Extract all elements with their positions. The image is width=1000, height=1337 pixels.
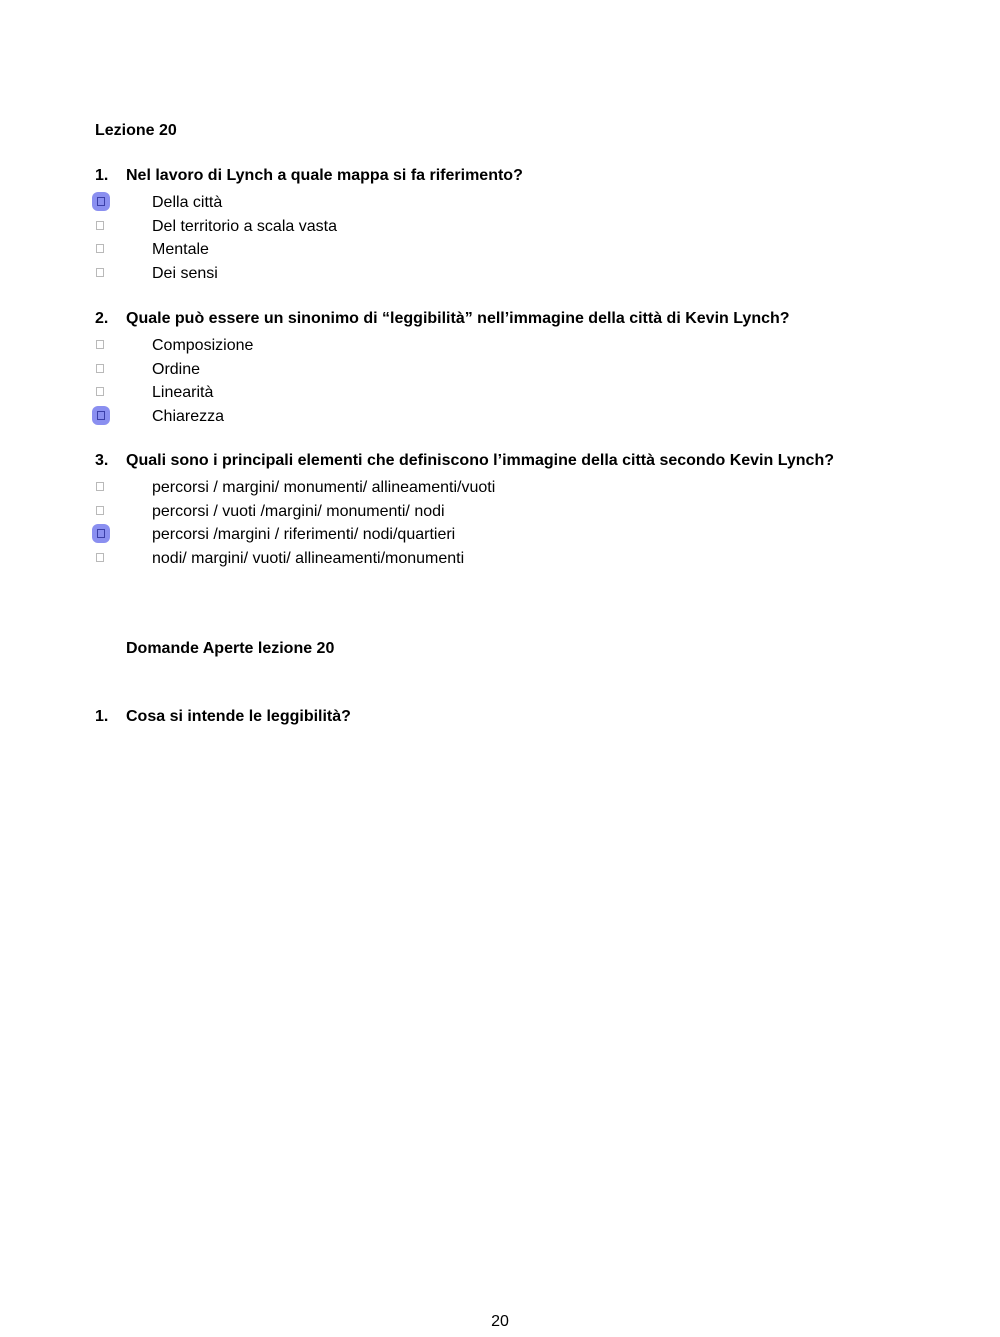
checkbox-icon[interactable] (96, 244, 104, 253)
answer-label: Chiarezza (152, 407, 225, 425)
answer-option[interactable] (95, 476, 975, 500)
answer-option[interactable] (95, 215, 975, 239)
checkbox-checked-icon[interactable] (92, 192, 110, 211)
checkbox-checked-icon[interactable] (92, 406, 110, 425)
question-header (95, 450, 975, 472)
answer-options (95, 191, 975, 285)
page-number: 20 (491, 1313, 509, 1330)
question-header (95, 165, 975, 187)
answer-option[interactable] (95, 405, 975, 429)
lesson-title: Lezione 20 (95, 122, 177, 139)
answer-label: Della città (152, 194, 223, 211)
checkbox-icon[interactable] (96, 553, 104, 562)
question-header (95, 308, 975, 330)
answer-option[interactable] (95, 334, 975, 358)
question-text: Quali sono i principali elementi che definiscono l’immagine della città secondo Kevin Lynch? (126, 452, 834, 469)
answer-option[interactable] (95, 523, 975, 547)
answer-option[interactable] (95, 191, 975, 215)
answer-option[interactable] (95, 547, 975, 571)
answer-label: percorsi / margini/ monumenti/ allineamenti/vuoti (152, 479, 496, 496)
question-text: Quale può essere un sinonimo di “leggibilità” nell’immagine della città di Kevin Lynch? (126, 310, 790, 327)
answer-label: nodi/ margini/ vuoti/ allineamenti/monumenti (152, 549, 465, 567)
answer-label: Del territorio a scala vasta (152, 217, 337, 235)
question-header (95, 706, 975, 728)
checkbox-icon[interactable] (96, 506, 104, 515)
open-question-1 (95, 706, 975, 728)
checkbox-icon[interactable] (96, 268, 104, 277)
answer-option[interactable] (95, 358, 975, 382)
answer-label: percorsi /margini / riferimenti/ nodi/quartieri (152, 526, 456, 543)
checkbox-icon[interactable] (96, 482, 104, 491)
checkbox-icon[interactable] (96, 387, 104, 396)
question-1 (95, 165, 975, 285)
question-number: 1. (95, 708, 109, 725)
answer-option[interactable] (95, 381, 975, 405)
answer-label: percorsi / vuoti /margini/ monumenti/ nodi (152, 502, 445, 520)
answer-label: Mentale (152, 241, 209, 258)
question-text: Cosa si intende le leggibilità? (126, 708, 351, 725)
question-text: Nel lavoro di Lynch a quale mappa si fa riferimento? (126, 167, 523, 184)
question-number: 3. (95, 452, 109, 469)
open-questions-title: Domande Aperte lezione 20 (126, 640, 335, 657)
answer-options (95, 476, 975, 570)
answer-label: Dei sensi (152, 264, 218, 282)
checkbox-icon[interactable] (96, 340, 104, 349)
answer-option[interactable] (95, 238, 975, 262)
question-2 (95, 308, 975, 428)
answer-option[interactable] (95, 500, 975, 524)
checkbox-checked-icon[interactable] (92, 524, 110, 543)
answer-option[interactable] (95, 262, 975, 286)
checkbox-icon[interactable] (96, 221, 104, 230)
answer-options (95, 334, 975, 428)
question-3 (95, 450, 975, 570)
question-number: 1. (95, 167, 109, 184)
answer-label: Composizione (152, 337, 254, 354)
answer-label: Ordine (152, 360, 201, 378)
answer-label: Linearità (152, 384, 214, 401)
checkbox-icon[interactable] (96, 364, 104, 373)
question-number: 2. (95, 310, 109, 327)
